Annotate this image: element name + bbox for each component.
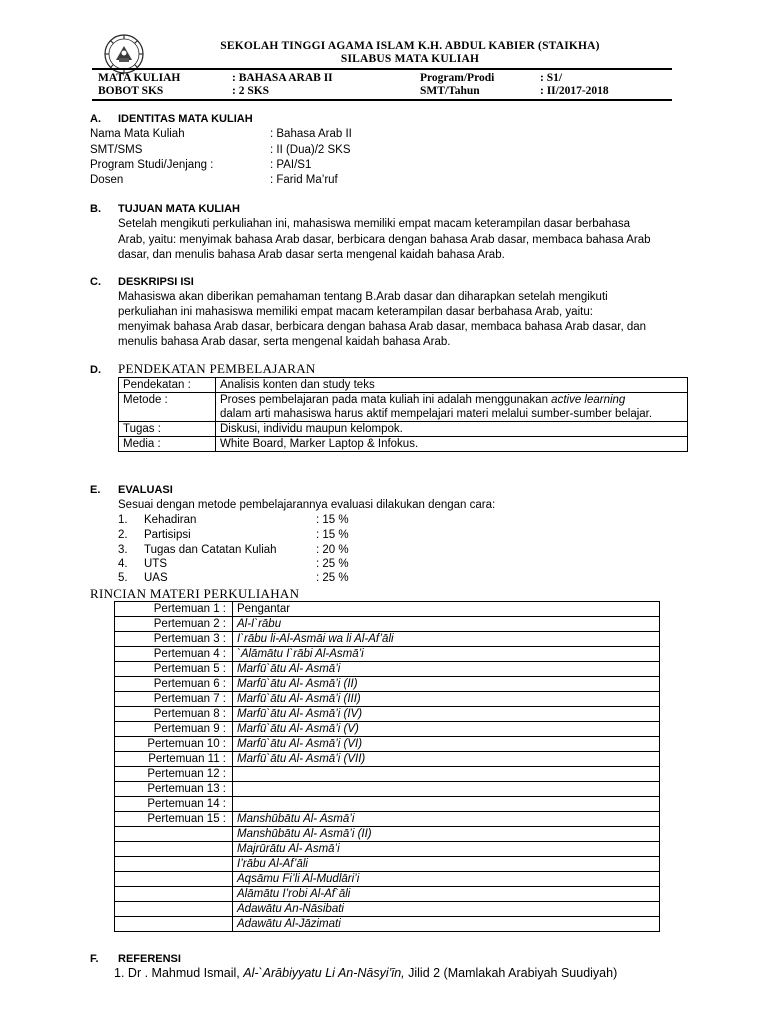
meeting-label: Pertemuan 14 : bbox=[115, 797, 233, 812]
eval-num: 4. bbox=[118, 558, 128, 570]
reference-num: 1. bbox=[114, 966, 125, 980]
section-a-letter: A. bbox=[90, 113, 101, 125]
meeting-label: Pertemuan 15 : bbox=[115, 812, 233, 827]
meta-label-course: MATA KULIAH bbox=[98, 72, 181, 84]
identity-label: Dosen bbox=[90, 174, 124, 186]
meeting-topic bbox=[233, 767, 660, 782]
meeting-topic: I’rābu Al-Af’āli bbox=[233, 857, 660, 872]
table-row bbox=[115, 707, 660, 722]
eval-value: : 25 % bbox=[316, 558, 349, 570]
section-e-title: EVALUASI bbox=[118, 484, 173, 496]
method-text-cont: dalam arti mahasiswa harus aktif mempelajari materi melalui sumber-sumber belajar. bbox=[220, 408, 653, 420]
eval-value: : 25 % bbox=[316, 572, 349, 584]
table-row bbox=[115, 917, 660, 932]
section-f-letter: F. bbox=[90, 953, 99, 965]
eval-num: 5. bbox=[118, 572, 128, 584]
eval-value: : 15 % bbox=[316, 514, 349, 526]
meeting-topic: Majrūrātu Al- Asmā’i bbox=[233, 842, 660, 857]
table-row bbox=[119, 393, 688, 422]
eval-value: : 20 % bbox=[316, 544, 349, 556]
meeting-label: Pertemuan 8 : bbox=[115, 707, 233, 722]
task-label: Tugas : bbox=[119, 422, 216, 437]
institution-name: SEKOLAH TINGGI AGAMA ISLAM K.H. ABDUL KABIER (STAIKHA) bbox=[220, 40, 600, 52]
approach-value: Analisis konten dan study teks bbox=[216, 378, 688, 393]
meeting-topic: Marfū`ātu Al- Asmā’i (IV) bbox=[233, 707, 660, 722]
meeting-label: Pertemuan 6 : bbox=[115, 677, 233, 692]
table-row bbox=[115, 617, 660, 632]
meeting-label: Pertemuan 3 : bbox=[115, 632, 233, 647]
meeting-topic: Marfū`ātu Al- Asmā’i (III) bbox=[233, 692, 660, 707]
meeting-label bbox=[115, 842, 233, 857]
eval-label: Kehadiran bbox=[144, 514, 197, 526]
section-c-line: menulis bahasa Arab dasar, serta mengenal kaidah bahasa Arab. bbox=[118, 336, 451, 348]
meeting-topic: Pengantar bbox=[233, 602, 660, 617]
identity-value: : II (Dua)/2 SKS bbox=[270, 144, 351, 156]
meeting-label bbox=[115, 857, 233, 872]
meeting-topic: `Alāmātu I`rābi Al-Asmā’i bbox=[233, 647, 660, 662]
section-c-line: Mahasiswa akan diberikan pemahaman tentang B.Arab dasar dan diharapkan setelah mengikuti bbox=[118, 291, 608, 303]
reference-item bbox=[114, 966, 617, 980]
meeting-label bbox=[115, 902, 233, 917]
section-c-title: DESKRIPSI ISI bbox=[118, 276, 194, 288]
table-row bbox=[115, 647, 660, 662]
meeting-label: Pertemuan 10 : bbox=[115, 737, 233, 752]
section-c-line: menyimak bahasa Arab dasar, berbicara dengan bahasa Arab dasar, membaca bahasa Arab dasar, dan bbox=[118, 321, 647, 333]
section-d-letter: D. bbox=[90, 364, 101, 376]
section-b-letter: B. bbox=[90, 203, 101, 215]
eval-label: UTS bbox=[144, 558, 167, 570]
eval-value: : 15 % bbox=[316, 529, 349, 541]
media-label: Media : bbox=[119, 437, 216, 452]
eval-label: Tugas dan Catatan Kuliah bbox=[144, 544, 277, 556]
meeting-topic: Marfū`ātu Al- Asmā’i bbox=[233, 662, 660, 677]
method-label: Metode : bbox=[119, 393, 216, 422]
meeting-topic: Manshūbātu Al- Asmā’i bbox=[233, 812, 660, 827]
media-value: White Board, Marker Laptop & Infokus. bbox=[216, 437, 688, 452]
section-d-title: PENDEKATAN PEMBELAJARAN bbox=[118, 361, 316, 376]
meta-value-course: : BAHASA ARAB II bbox=[232, 72, 333, 84]
table-row bbox=[115, 827, 660, 842]
reference-author: Dr . Mahmud Ismail, bbox=[127, 966, 244, 980]
section-c-line: perkuliahan ini mahasiswa memiliki empat macam keterampilan dasar berbahasa Arab, yaitu: bbox=[118, 306, 593, 318]
table-row bbox=[115, 602, 660, 617]
meeting-label: Pertemuan 11 : bbox=[115, 752, 233, 767]
table-row bbox=[115, 677, 660, 692]
table-row bbox=[115, 887, 660, 902]
table-row bbox=[119, 378, 688, 393]
table-row bbox=[115, 842, 660, 857]
table-row bbox=[119, 422, 688, 437]
table-row bbox=[115, 872, 660, 887]
meeting-topic: Adawātu Al-Jāzimati bbox=[233, 917, 660, 932]
meta-label-program: Program/Prodi bbox=[420, 72, 495, 84]
table-row bbox=[115, 632, 660, 647]
identity-label: SMT/SMS bbox=[90, 144, 143, 156]
meeting-label: Pertemuan 7 : bbox=[115, 692, 233, 707]
header-rule-top bbox=[92, 68, 672, 70]
section-b-line: dasar, dan menulis bahasa Arab dasar serta mengenal kaidah bahasa Arab. bbox=[118, 249, 505, 261]
meta-value-sks: : 2 SKS bbox=[232, 85, 270, 97]
approach-table bbox=[118, 377, 688, 452]
meeting-topic: Al-I`rābu bbox=[233, 617, 660, 632]
table-row bbox=[115, 692, 660, 707]
table-row bbox=[115, 662, 660, 677]
eval-num: 3. bbox=[118, 544, 128, 556]
table-row bbox=[115, 782, 660, 797]
meeting-label: Pertemuan 12 : bbox=[115, 767, 233, 782]
eval-label: Partisipsi bbox=[144, 529, 191, 541]
meeting-topic: Aqsāmu Fi’li Al-Mudlāri’i bbox=[233, 872, 660, 887]
document-title: SILABUS MATA KULIAH bbox=[340, 53, 480, 65]
meeting-topic: Adawātu An-Nāsibati bbox=[233, 902, 660, 917]
table-row bbox=[119, 437, 688, 452]
rincian-title: RINCIAN MATERI PERKULIAHAN bbox=[90, 586, 300, 601]
section-a-title: IDENTITAS MATA KULIAH bbox=[118, 113, 253, 125]
method-emphasis: active learning bbox=[551, 394, 626, 406]
section-b-line: Arab, yaitu: menyimak bahasa Arab dasar, berbicara dengan bahasa Arab dasar, membaca bahasa Arab bbox=[118, 234, 651, 246]
meeting-label: Pertemuan 13 : bbox=[115, 782, 233, 797]
identity-value: : Bahasa Arab II bbox=[270, 128, 352, 140]
meeting-topic bbox=[233, 782, 660, 797]
meeting-topic: I`rābu li-Al-Asmāi wa li Al-Af’āli bbox=[233, 632, 660, 647]
meeting-label bbox=[115, 917, 233, 932]
meeting-label bbox=[115, 827, 233, 842]
meeting-label: Pertemuan 4 : bbox=[115, 647, 233, 662]
meeting-label: Pertemuan 5 : bbox=[115, 662, 233, 677]
section-b-line: Setelah mengikuti perkuliahan ini, mahasiswa memiliki empat macam keterampilan dasar berbahasa bbox=[118, 218, 630, 230]
meta-value-semester: : II/2017-2018 bbox=[540, 85, 609, 97]
section-b-title: TUJUAN MATA KULIAH bbox=[118, 203, 241, 215]
meeting-label: Pertemuan 9 : bbox=[115, 722, 233, 737]
table-row bbox=[115, 737, 660, 752]
table-row bbox=[115, 767, 660, 782]
identity-label: Nama Mata Kuliah bbox=[90, 128, 185, 140]
table-row bbox=[115, 902, 660, 917]
table-row bbox=[115, 752, 660, 767]
eval-num: 2. bbox=[118, 529, 128, 541]
meeting-label: Pertemuan 1 : bbox=[115, 602, 233, 617]
approach-label: Pendekatan : bbox=[119, 378, 216, 393]
meta-value-program: : S1/ bbox=[540, 72, 563, 84]
section-e-letter: E. bbox=[90, 484, 101, 496]
meta-label-semester: SMT/Tahun bbox=[420, 85, 480, 97]
eval-num: 1. bbox=[118, 514, 128, 526]
identity-value: : Farid Ma’ruf bbox=[270, 174, 338, 186]
evaluation-intro: Sesuai dengan metode pembelajarannya evaluasi dilakukan dengan cara: bbox=[118, 499, 496, 511]
section-c-letter: C. bbox=[90, 276, 101, 288]
table-row bbox=[115, 812, 660, 827]
eval-label: UAS bbox=[144, 572, 168, 584]
meeting-topic: Marfū`ātu Al- Asmā’i (V) bbox=[233, 722, 660, 737]
task-value: Diskusi, individu maupun kelompok. bbox=[216, 422, 688, 437]
meeting-topic bbox=[233, 797, 660, 812]
meeting-label bbox=[115, 887, 233, 902]
meta-label-sks: BOBOT SKS bbox=[98, 85, 164, 97]
method-value bbox=[216, 393, 688, 422]
table-row bbox=[115, 857, 660, 872]
identity-label: Program Studi/Jenjang : bbox=[90, 159, 214, 171]
reference-edition: Jilid 2 (Mamlakah Arabiyah Suudiyah) bbox=[404, 966, 618, 980]
meeting-topic: Alāmātu I’robi Al-Af`āli bbox=[233, 887, 660, 902]
meeting-topic: Manshūbātu Al- Asmā’i (II) bbox=[233, 827, 660, 842]
header-rule-bottom bbox=[92, 99, 672, 101]
table-row bbox=[115, 722, 660, 737]
method-text: Proses pembelajaran pada mata kuliah ini adalah menggunakan bbox=[220, 394, 552, 406]
meeting-label: Pertemuan 2 : bbox=[115, 617, 233, 632]
meeting-topic: Marfū`ātu Al- Asmā’i (II) bbox=[233, 677, 660, 692]
meeting-topic: Marfū`ātu Al- Asmā’i (VII) bbox=[233, 752, 660, 767]
reference-title: Al-`Arābiyyatu Li An-Nāsyi’īn, bbox=[243, 966, 405, 980]
table-row bbox=[115, 797, 660, 812]
meeting-label bbox=[115, 872, 233, 887]
identity-value: : PAI/S1 bbox=[270, 159, 312, 171]
meeting-topic: Marfū`ātu Al- Asmā’i (VI) bbox=[233, 737, 660, 752]
materials-table bbox=[114, 601, 660, 932]
section-f-title: REFERENSI bbox=[118, 953, 181, 965]
